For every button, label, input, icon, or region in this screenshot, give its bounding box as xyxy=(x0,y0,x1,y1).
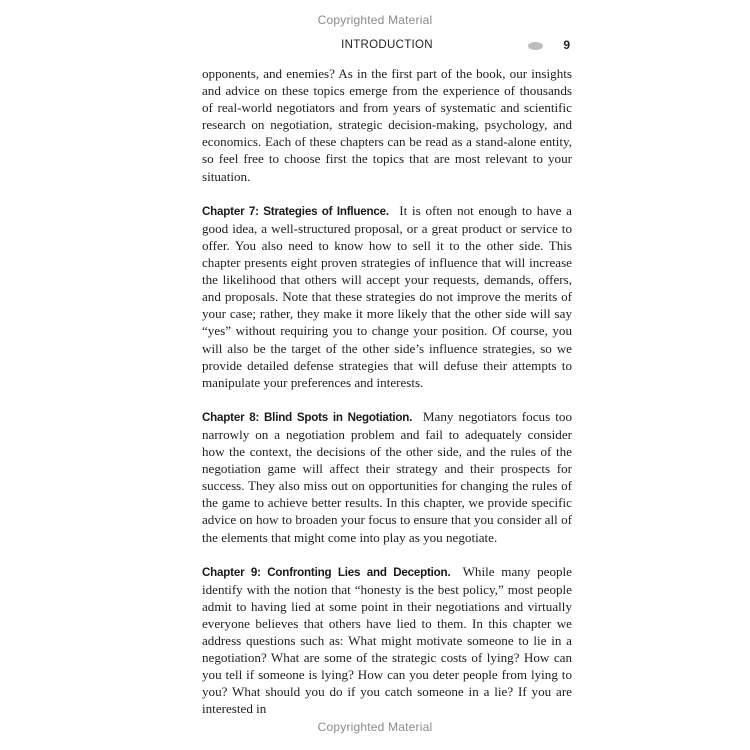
chapter-7-heading: Chapter 7: Strategies of Influence. xyxy=(202,204,395,218)
page-number: 9 xyxy=(563,38,570,52)
watermark-bottom: Copyrighted Material xyxy=(317,720,433,734)
chapter-8-heading: Chapter 8: Blind Spots in Negotiation. xyxy=(202,410,418,424)
watermark-top: Copyrighted Material xyxy=(317,13,433,27)
paragraph-body: opponents, and enemies? As in the first part of the book, our insights and advice on these topics emerge from the experience of thousands of real-world negotiators and from years of systematic and scientific research on negotiation, strategic decision-making, psychology, and economics. Each of these chapters can be read as a stand-alone entity, so feel free to choose first the topics that are most relevant to your situation. xyxy=(202,66,572,184)
running-head-title: INTRODUCTION xyxy=(341,39,433,51)
chapter-7-body: It is often not enough to have a good idea, a well-structured proposal, or a great product or service to offer. You also need to know how to sell it to the other side. This chapter presents eight proven strategies of influence that will increase the likelihood that others will accept your requests, demands, offers, and proposals. Note that these strategies do not improve the merits of your case; rather, they make it more likely that the other side will say “yes” without requiring you to change your position. Of course, you will also be the target of the other side’s influence strategies, so we provide detailed defense strategies that will defuse their attempts to manipulate your preferences and interests. xyxy=(202,202,572,390)
paragraph-intro-continued xyxy=(202,65,572,185)
chapter-9-body: While many people identify with the notion that “honesty is the best policy,” most people admit to having lied at some point in their negotiations and virtually everyone believes that others have lied to them. In this chapter we address questions such as: What might motivate someone to lie in a negotiation? What are some of the strategic costs of lying? How can you tell if someone is lying? How can you deter people from lying to you? What should you do if you catch someone in a lie? If you are interested in xyxy=(202,563,572,717)
paragraph-chapter-8 xyxy=(202,408,572,546)
paragraph-chapter-7 xyxy=(202,202,572,391)
body-text xyxy=(202,65,572,718)
decorative-oval-icon xyxy=(528,42,543,50)
chapter-9-heading: Chapter 9: Confronting Lies and Deception. xyxy=(202,565,457,579)
chapter-8-body: Many negotiators focus too narrowly on a negotiation problem and fail to adequately consider how the context, the decisions of the other side, and the rules of the negotiation game will affect their strategy and their prospects for success. They also miss out on opportunities for changing the rules of the game to achieve better results. In this chapter, we provide specific advice on how to broaden your focus to ensure that you consider all of the elements that might come into play as you negotiate. xyxy=(202,408,572,545)
running-head xyxy=(202,39,572,55)
paragraph-chapter-9 xyxy=(202,563,572,718)
